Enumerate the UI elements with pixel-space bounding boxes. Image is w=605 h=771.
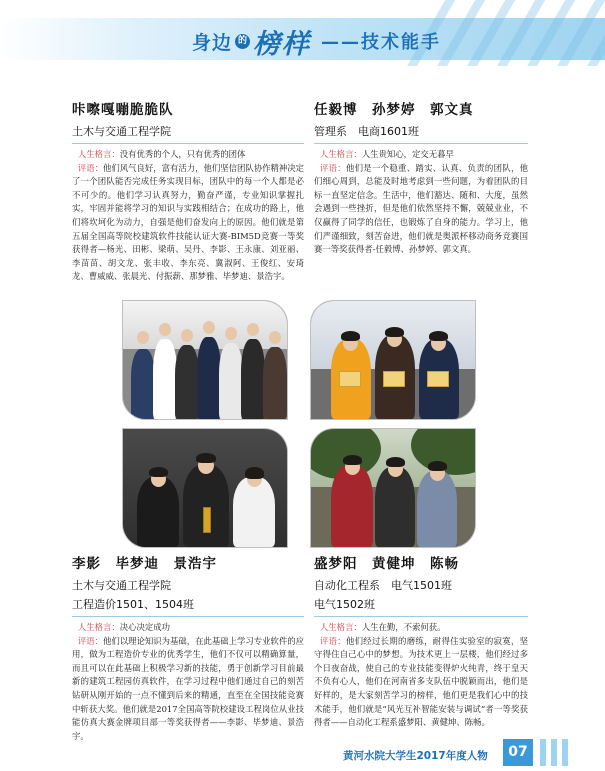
- team3-name: 李影 毕梦迪 景浩宇: [72, 556, 217, 572]
- team1-section: [72, 98, 304, 284]
- team1-group-photo: [122, 300, 288, 420]
- page-header: [0, 0, 605, 66]
- page-title: [192, 24, 441, 58]
- team1-name: 咔嚓嘎嘣脆脆队: [72, 102, 174, 118]
- team4-motto-label: 人生格言：: [319, 622, 362, 632]
- team3-motto: [72, 621, 304, 635]
- team4-review-text: 他们经过长期的磨练，耐得住实验室的寂寞，坚守得住自己心中的梦想。为技术更上一层楼，他们经过多个日夜奋战，使自己的专业技能变得炉火纯青，终于皇天不负有心人，他们在河南省多支队伍中脱颖而出，他们是好样的，是大家刻苦学习的榜样，他们更是我们心中的技术能手，他们就是“风光互补智能安装与调试”者一等奖获得者——自动化工程系盛梦阳、黄健坤、陈畅。: [314, 635, 529, 728]
- team2-award-photo: [310, 300, 476, 420]
- team3-review-text: 他们以理论知识为基础，在此基础上学习专业软件的应用，做为工程造价专业的优秀学生，他们不仅可以精确算量，而且可以在此基础上积极学习新的技能，勇于创新学习目前最新的建筑工程园仿真软件，在学习过程中他们通过自己的刻苦钻研从刚开始的一点不懂到后来的精通，直至在全国技能竞赛中斩获大奖。他们就是2017全国高等院校建设工程岗位从业技能仿真大赛金牌项目部一等奖获得者——李影、毕梦迪、景浩宇。: [72, 635, 304, 741]
- team3-motto-label: 人生格言：: [77, 622, 120, 632]
- team1-motto-text: 没有优秀的个人，只有优秀的团体: [119, 149, 246, 159]
- team2-motto: [314, 148, 528, 162]
- team1-review-label: 评语：: [77, 162, 103, 173]
- team2-review-label: 评语：: [319, 162, 346, 173]
- team3-divider: [72, 616, 304, 617]
- title-part2: 榜样: [253, 28, 312, 60]
- team4-dept1: 自动化工程系 电气1501班: [314, 579, 452, 592]
- team1-review-text: 他们风气良好，富有活力，他们坚信团队协作精神决定了一个团队能否完成任务实现目标，团队中的每一个人都是必不可少的。他们学习认真努力，勤奋严谨，专业知识掌握扎实，牢固并能将学习的知识与实践相结合；在成功的路上，他们将坎坷化为动力，自强是他们奋发向上的原因。他们就是第五届全国高等院校建筑软件技能认证大赛-BIM5D竞赛一等奖获得者—杨光、田彬、梁萌、吴丹、李影、王永康、刘亚丽、李苗苗、胡文龙、张丰收、李东亮、冀淑阿、王俊红、安琦龙、曹威威、张晨光、付振薪、那梦雅、毕梦迪、景浩宇。: [72, 162, 304, 282]
- team1-dept: 土木与交通工程学院: [72, 125, 171, 138]
- title-circle: 的: [235, 34, 250, 49]
- team3-trophy-photo: [122, 428, 288, 548]
- team3-dept2: 工程造价1501、1504班: [72, 598, 194, 611]
- team4-section: [314, 552, 528, 730]
- team4-review: [314, 635, 528, 730]
- team2-review: [314, 162, 528, 257]
- team4-motto: [314, 621, 528, 635]
- title-part1: 身边: [192, 31, 233, 54]
- team4-motto-text: 人生在勤，不索何获。: [361, 622, 446, 632]
- page-number: 07: [508, 744, 528, 760]
- team4-divider: [314, 616, 528, 617]
- team1-motto: [72, 148, 304, 162]
- team2-dept: 管理系 电商1601班: [314, 125, 419, 138]
- page-footer: [0, 736, 605, 771]
- team4-dept2: 电气1502班: [314, 598, 375, 611]
- footer-stripe: [562, 739, 568, 766]
- team2-name: 任毅博 孙梦婷 郭文真: [314, 102, 474, 118]
- team2-motto-label: 人生格言：: [319, 149, 362, 159]
- team1-review: [72, 162, 304, 284]
- team4-review-label: 评语：: [319, 635, 346, 646]
- footer-stripe: [540, 739, 546, 766]
- team3-section: [72, 552, 304, 743]
- team1-divider: [72, 143, 304, 144]
- team4-name: 盛梦阳 黄健坤 陈畅: [314, 556, 459, 572]
- footer-stripe: [551, 739, 557, 766]
- team2-divider: [314, 143, 528, 144]
- team3-review-label: 评语：: [77, 635, 103, 646]
- team3-review: [72, 635, 304, 744]
- team3-motto-text: 决心决定成功: [119, 622, 170, 632]
- team2-review-text: 他们是一个稳重、踏实、认真、负责的团队，他们细心周到，总能及时地考虑到一些问题，为着团队的目标一直坚定信念。生活中，他们豁达、随和、大度，虽然会遇到一些挫折，但是他们依然坚持不懈，兢兢业业，不仅赢得了同学的信任，也锻炼了自身的能力。学习上，他们严谨细致，刻苦奋进，他们就是奥派杯移动商务竞赛国赛一等奖获得者-任毅博、孙梦婷、郭文真。: [314, 162, 529, 255]
- team2-motto-text: 人生贵知心，定交无暮早: [361, 149, 454, 159]
- team3-dept1: 土木与交通工程学院: [72, 579, 171, 592]
- title-part3: ——技术能手: [321, 32, 442, 53]
- team1-motto-label: 人生格言：: [77, 149, 120, 159]
- team2-section: [314, 98, 528, 257]
- footer-title: 黄河水院大学生2017年度人物: [343, 750, 488, 762]
- team4-outdoor-photo: [310, 428, 476, 548]
